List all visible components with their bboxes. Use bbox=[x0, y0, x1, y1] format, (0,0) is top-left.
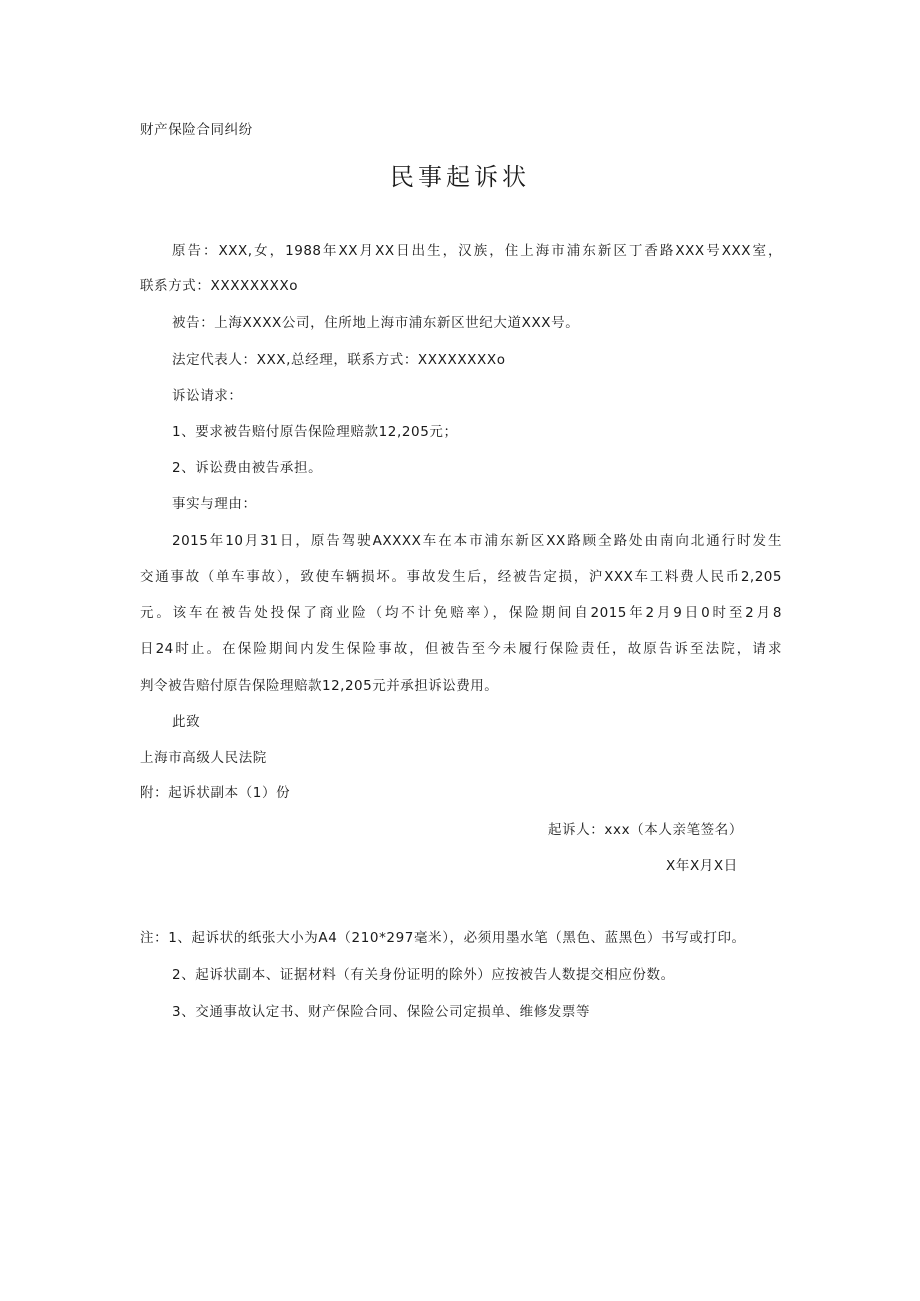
case-category: 财产保险合同纠纷 bbox=[140, 122, 253, 138]
plaintiff-info-line2: 联系方式：XXXXXXXXo bbox=[140, 278, 299, 294]
facts-line: 判令被告赔付原告保险理赔款12,205元并承担诉讼费用。 bbox=[140, 678, 499, 694]
facts-heading: 事实与理由： bbox=[172, 496, 257, 512]
document-title: 民事起诉状 bbox=[390, 163, 530, 191]
facts-line: 2015年10月31日，原告驾驶AXXXX车在本市浦东新区XX路顾全路处由南向北通行时发生 bbox=[172, 533, 782, 549]
closing-salutation: 此致 bbox=[172, 714, 201, 730]
note-item: 2、起诉状副本、证据材料（有关身份证明的除外）应按被告人数提交相应份数。 bbox=[172, 967, 675, 983]
claim-item: 1、要求被告赔付原告保险理赔款12,205元； bbox=[172, 424, 458, 440]
facts-line: 元。该车在被告处投保了商业险（均不计免赔率），保险期间自2015年2月9日0时至2月8 bbox=[140, 605, 782, 621]
date-line: X年X月X日 bbox=[666, 858, 738, 874]
legal-representative: 法定代表人：XXX,总经理，联系方式：XXXXXXXXo bbox=[172, 352, 506, 368]
claim-item: 2、诉讼费由被告承担。 bbox=[172, 460, 323, 476]
defendant-info: 被告：上海XXXX公司，住所地上海市浦东新区世纪大道XXX号。 bbox=[172, 315, 580, 331]
facts-line: 日24时止。在保险期间内发生保险事故，但被告至今未履行保险责任，故原告诉至法院，请求 bbox=[140, 641, 782, 657]
note-item: 注：1、起诉状的纸张大小为A4（210*297毫米），必须用墨水笔（黑色、蓝黑色）书写或打印。 bbox=[140, 930, 746, 946]
claims-heading: 诉讼请求： bbox=[172, 388, 243, 404]
plaintiff-info-line1: 原告：XXX,女，1988年XX月XX日出生，汉族，住上海市浦东新区丁香路XXX号XXX室， bbox=[172, 243, 782, 259]
attachment-note: 附：起诉状副本（1）份 bbox=[140, 785, 291, 801]
facts-line: 交通事故（单车事故），致使车辆损坏。事故发生后，经被告定损，沪XXX车工料费人民币2,205 bbox=[140, 569, 782, 585]
signature-line: 起诉人：xxx（本人亲笔签名） bbox=[548, 822, 743, 838]
court-name: 上海市高级人民法院 bbox=[140, 750, 267, 766]
note-item: 3、交通事故认定书、财产保险合同、保险公司定损单、维修发票等 bbox=[172, 1004, 591, 1020]
